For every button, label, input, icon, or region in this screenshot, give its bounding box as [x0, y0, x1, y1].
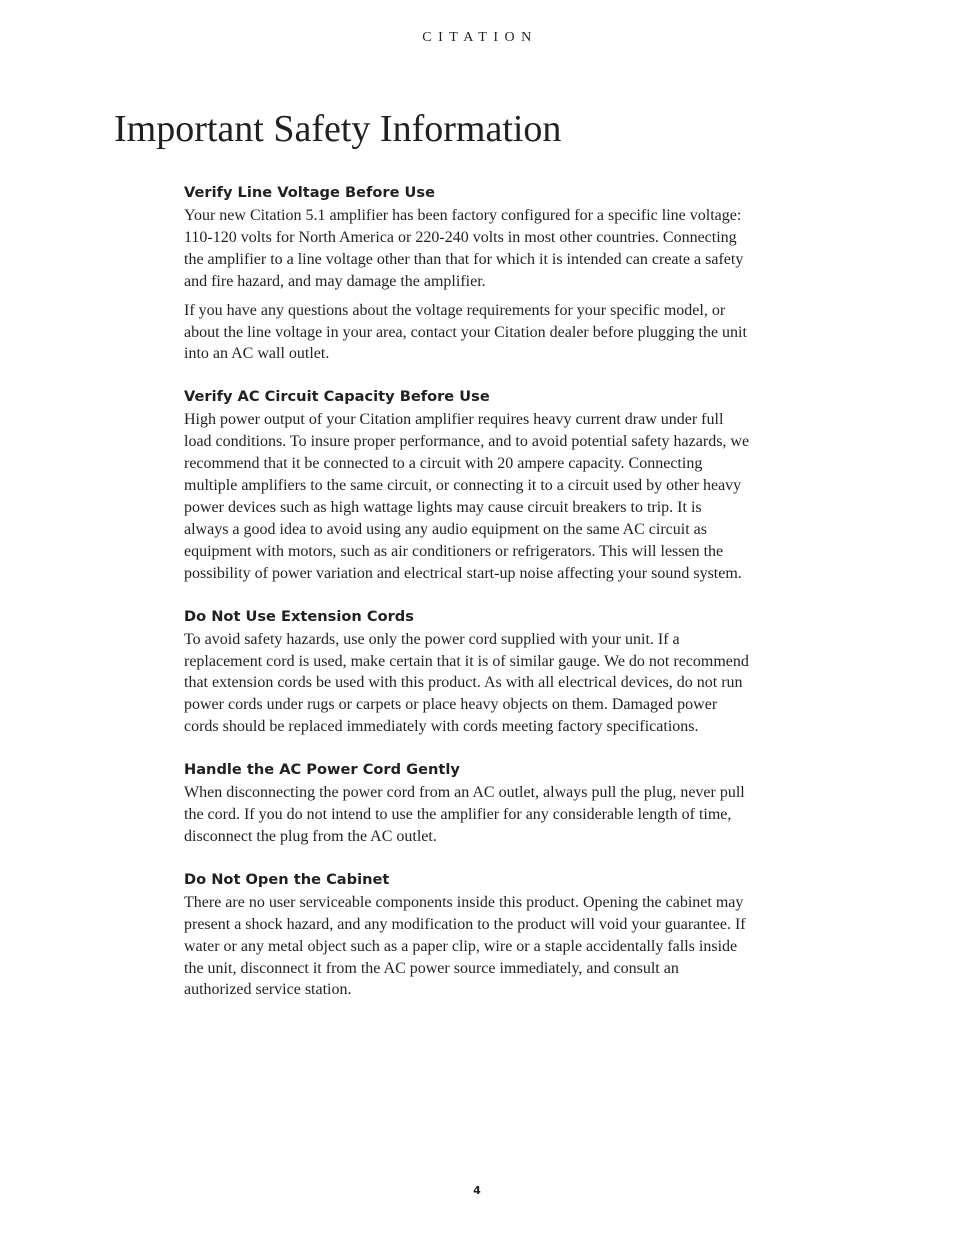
section-heading: Handle the AC Power Cord Gently [184, 761, 460, 779]
page-number: 4 [473, 1184, 481, 1197]
brand-header: CITATION [422, 30, 538, 45]
section-paragraph: Your new Citation 5.1 amplifier has been factory configured for a specific line voltage: 110-120 volts for North America or 220-240 volts in most other countries. Connecting the amplifier to a line voltage other than that for which it is intended can create a safety and fire hazard, and may damage the amplifier. [184, 207, 744, 290]
section-paragraph: When disconnecting the power cord from an AC outlet, always pull the plug, never pull the cord. If you do not intend to use the amplifier for any considerable length of time, disconnect the plug from the AC outlet. [184, 784, 745, 845]
section-circuit-capacity [184, 385, 750, 584]
section-extension-cords [184, 605, 750, 739]
section-heading: Verify AC Circuit Capacity Before Use [184, 388, 490, 406]
section-paragraph: There are no user serviceable components inside this product. Opening the cabinet may present a shock hazard, and any modification to the product will void your guarantee. If water or any metal object such as a paper clip, wire or a staple accidentally falls inside the unit, disconnect it from the AC power source immediately, and consult an authorized service station. [184, 893, 746, 999]
section-paragraph: If you have any questions about the voltage requirements for your specific model, or about the line voltage in your area, contact your Citation dealer before plugging the unit into an AC wall outlet. [184, 301, 747, 363]
section-paragraph: To avoid safety hazards, use only the power cord supplied with your unit. If a replacement cord is used, make certain that it is of similar gauge. We do not recommend that extension cords be used with this product. As with all electrical devices, do not run power cords under rugs or carpets or place heavy objects on them. Damaged power cords should be replaced immediately with cords meeting factory specifications. [184, 630, 749, 736]
section-line-voltage [184, 181, 750, 365]
section-cabinet [184, 868, 750, 1002]
section-heading: Do Not Open the Cabinet [184, 870, 390, 888]
document-body [184, 181, 750, 1021]
section-heading: Do Not Use Extension Cords [184, 607, 414, 625]
section-power-cord [184, 758, 750, 848]
section-paragraph: High power output of your Citation amplifier requires heavy current draw under full load conditions. To insure proper performance, and to avoid potential safety hazards, we recommend that it be connected to a circuit with 20 ampere capacity. Connecting multiple amplifiers to the same circuit, or connecting it to a circuit used by other heavy power devices such as high wattage lights may cause circuit breakers to trip. It is always a good idea to avoid using any audio equipment on the same AC circuit as equipment with motors, such as air conditioners or refrigerators. This will lessen the possibility of power variation and electrical start-up noise affecting your sound system. [184, 411, 750, 582]
page-title: Important Safety Information [114, 108, 562, 150]
section-heading: Verify Line Voltage Before Use [184, 184, 435, 201]
